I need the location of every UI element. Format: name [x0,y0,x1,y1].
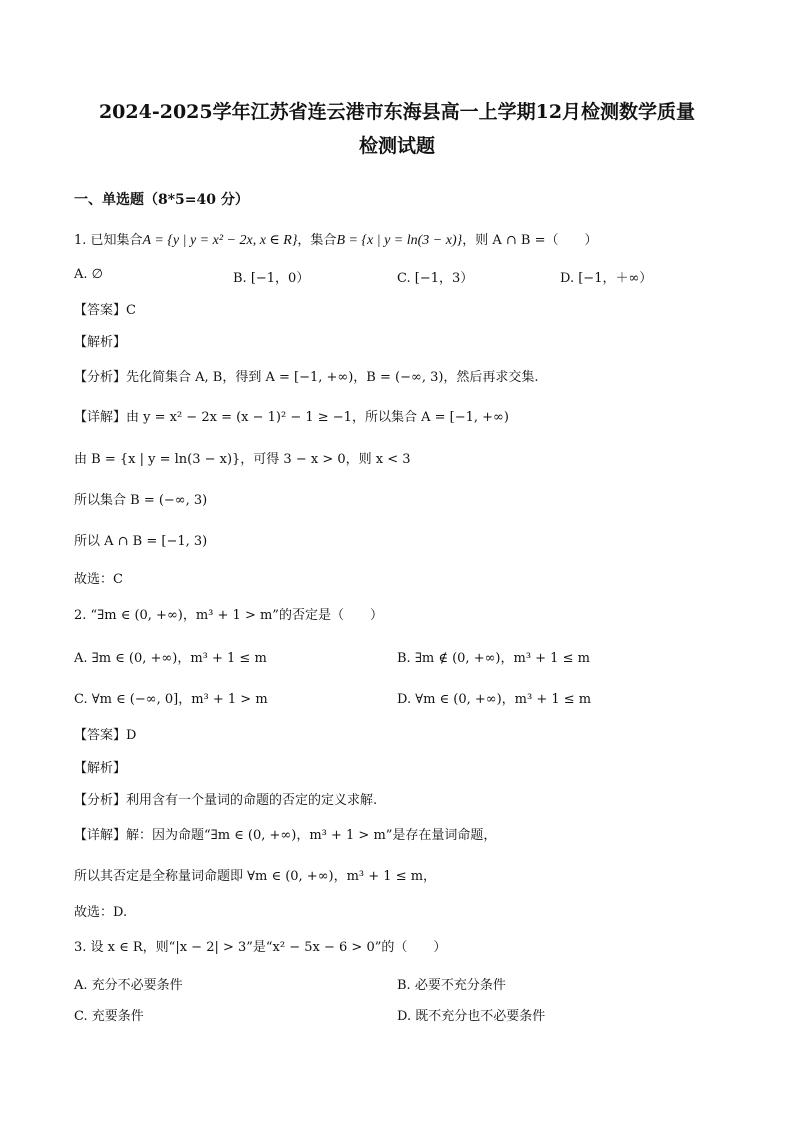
q1-option-c: C. [−1，3） [397,271,474,286]
q1-analysis-label: 【解析】 [74,335,127,350]
q3-option-d: D. 既不充分也不必要条件 [397,1009,546,1024]
q1-step2: 由 B = {x | y = ln(3 − x)}，可得 3 − x > 0，则 x < 3 [74,452,411,467]
doc-title-line2: 检测试题 [358,135,435,157]
q1-option-a: A. ∅ [74,267,103,282]
doc-title-line1: 2024-2025学年江苏省连云港市东海县高一上学期12月检测数学质量 [98,101,696,123]
question-3-stem: 3. 设 x ∈ R，则“|x − 2| > 3”是“x² − 5x − 6 > 0”的（ ） [74,940,447,955]
q1-set-b: B = {x | y = ln(3 − x)} [336,233,463,248]
q3-option-c: C. 充要条件 [74,1009,144,1024]
q2-option-d: D. ∀m ∈ (0, +∞)，m³ + 1 ≤ m [397,692,592,707]
q1-stem-b: ，集合 [297,233,337,248]
q3-option-b: B. 必要不充分条件 [397,978,506,993]
q1-answer: 【答案】C [74,303,136,318]
question-2-stem: 2. “∃m ∈ (0, +∞)，m³ + 1 > m”的否定是（ ） [74,608,383,623]
q1-option-b: B. [−1，0） [233,271,310,286]
q1-option-d: D. [−1，＋∞） [560,271,653,286]
q2-fenxi: 【分析】利用含有一个量词的命题的否定的定义求解. [74,793,378,808]
q1-step3: 所以集合 B = (−∞, 3) [74,493,208,508]
section-heading: 一、单选题（8*5=40 分） [74,192,249,208]
q1-fenxi: 【分析】先化简集合 A, B，得到 A = [−1, +∞)，B = (−∞, 3)，然后再求交集. [74,370,539,385]
question-1-stem [74,229,598,249]
q1-step4: 所以 A ∩ B = [−1, 3) [74,534,208,549]
q1-xiangjie: 【详解】由 y = x² − 2x = (x − 1)² − 1 ≥ −1，所以集合 A = [−1, +∞) [74,410,509,425]
q1-stem-a: 1. 已知集合 [74,233,143,248]
q2-xiangjie: 【详解】解：因为命题“∃m ∈ (0, +∞)，m³ + 1 > m”是存在量词命题， [74,828,497,843]
q1-set-a: A = {y | y = x² − 2x, x ∈ R} [142,233,298,248]
q2-option-b: B. ∃m ∉ (0, +∞)，m³ + 1 ≤ m [397,651,590,666]
q2-option-c: C. ∀m ∈ (−∞, 0]，m³ + 1 > m [74,692,268,707]
q1-stem-c: ，则 A ∩ B =（ ） [462,233,598,248]
q3-option-a: A. 充分不必要条件 [74,978,183,993]
q2-choose: 故选：D. [74,905,128,920]
q2-analysis-label: 【解析】 [74,761,127,776]
q1-choose: 故选：C [74,572,123,587]
q2-step2: 所以其否定是全称量词命题即 ∀m ∈ (0, +∞)，m³ + 1 ≤ m， [74,869,437,884]
q2-answer: 【答案】D [74,728,137,743]
q2-option-a: A. ∃m ∈ (0, +∞)，m³ + 1 ≤ m [74,651,267,666]
